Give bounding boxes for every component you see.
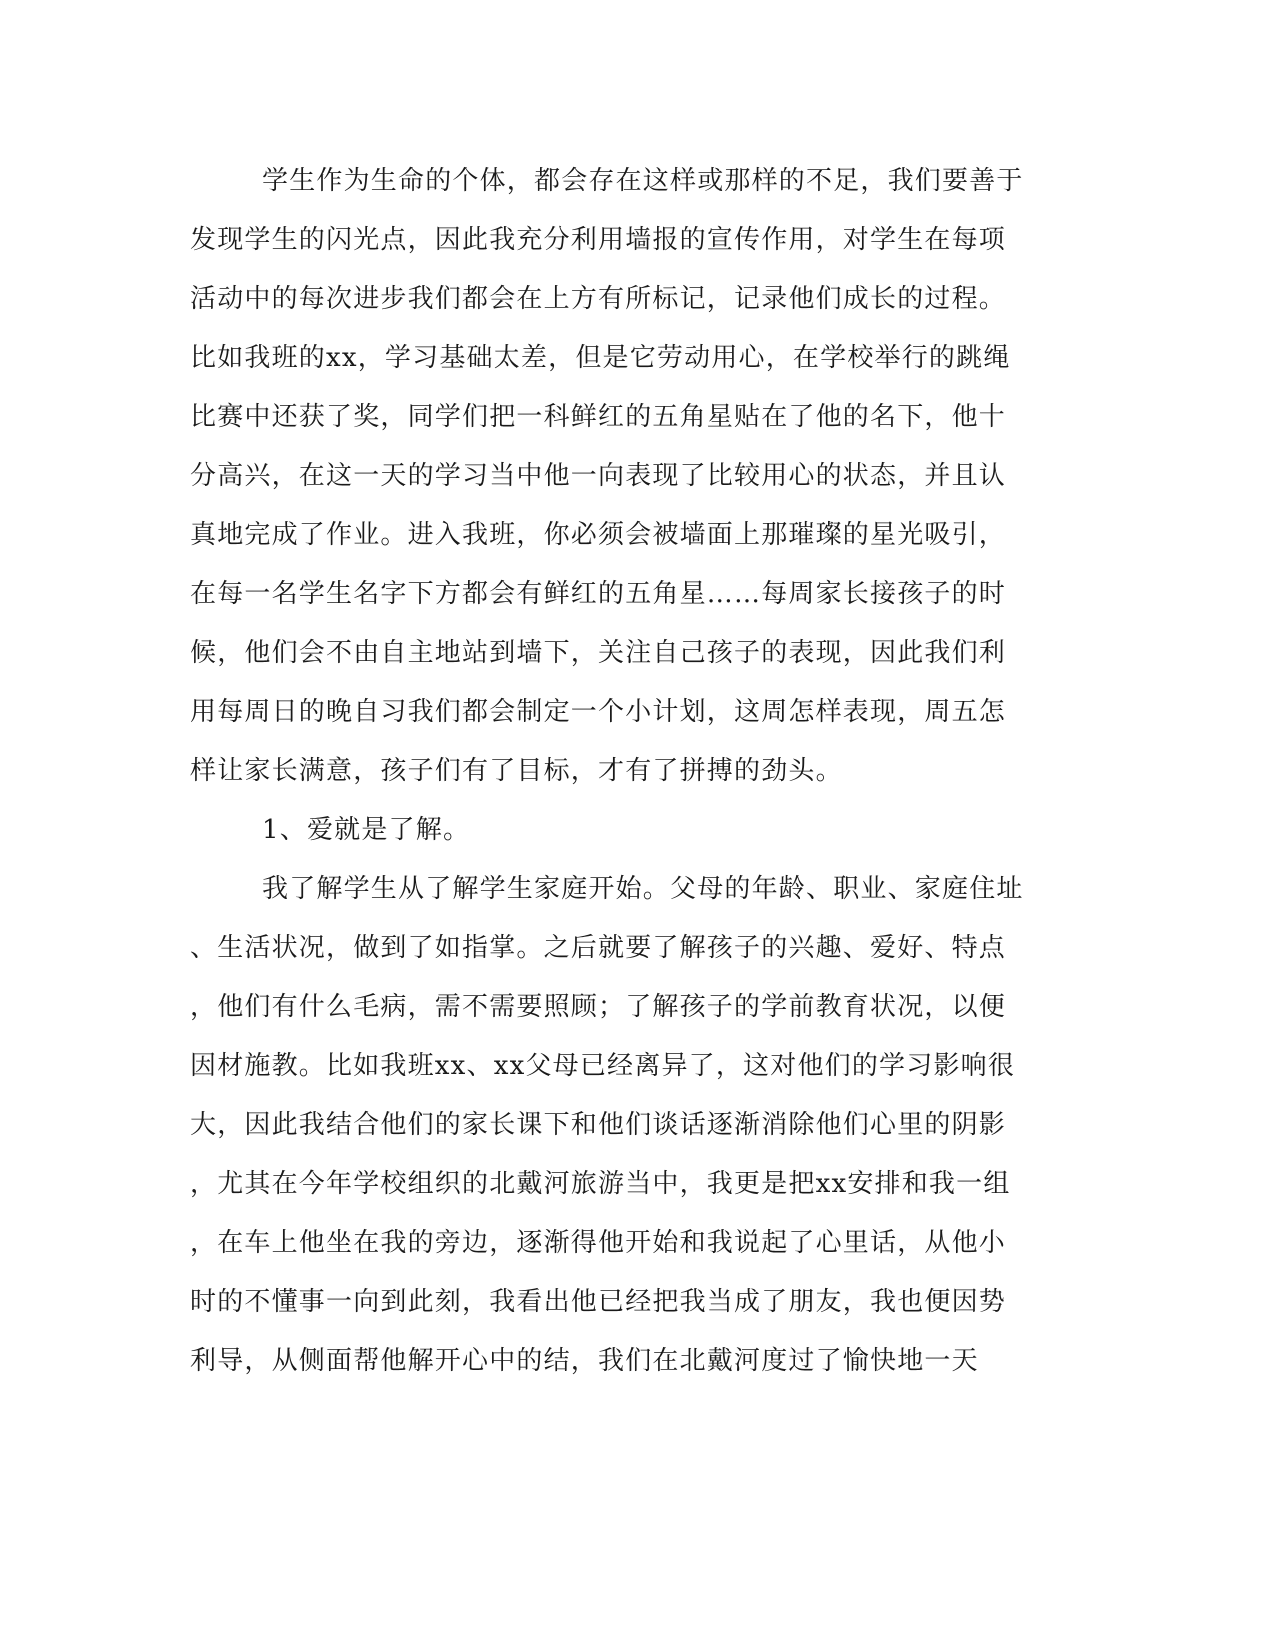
- paragraph-3-line-2: 、生活状况，做到了如指掌。之后就要了解孩子的兴趣、爱好、特点: [190, 933, 1007, 963]
- paragraph-1-line-3: 活动中的每次进步我们都会在上方有所标记，记录他们成长的过程。: [190, 284, 1007, 314]
- paragraph-3-line-3: ，他们有什么毛病，需不需要照顾；了解孩子的学前教育状况，以便: [190, 992, 1007, 1022]
- paragraph-1-line-5: 比赛中还获了奖，同学们把一科鲜红的五角星贴在了他的名下，他十: [190, 402, 1007, 432]
- paragraph-3-line-7: ，在车上他坐在我的旁边，逐渐得他开始和我说起了心里话，从他小: [190, 1228, 1007, 1258]
- paragraph-3-line-9: 利导，从侧面帮他解开心中的结，我们在北戴河度过了愉快地一天: [190, 1346, 979, 1376]
- paragraph-3-line-1: 我了解学生从了解学生家庭开始。父母的年龄、职业、家庭住址: [262, 874, 1024, 904]
- paragraph-1-line-1: 学生作为生命的个体，都会存在这样或那样的不足，我们要善于: [262, 166, 1024, 196]
- paragraph-3-line-5: 大，因此我结合他们的家长课下和他们谈话逐渐消除他们心里的阴影: [190, 1110, 1007, 1140]
- paragraph-3-line-4: 因材施教。比如我班xx、xx父母已经离异了，这对他们的学习影响很: [190, 1051, 1016, 1081]
- paragraph-1-line-9: 候，他们会不由自主地站到墙下，关注自己孩子的表现，因此我们利: [190, 638, 1007, 668]
- paragraph-1-line-6: 分高兴，在这一天的学习当中他一向表现了比较用心的状态，并且认: [190, 461, 1007, 491]
- section-heading: 1、爱就是了解。: [262, 815, 471, 845]
- paragraph-1-line-8: 在每一名学生名字下方都会有鲜红的五角星……每周家长接孩子的时: [190, 579, 1007, 609]
- paragraph-1-line-11: 样让家长满意，孩子们有了目标，才有了拼搏的劲头。: [190, 756, 843, 786]
- paragraph-1-line-4: 比如我班的xx，学习基础太差，但是它劳动用心，在学校举行的跳绳: [190, 343, 1011, 373]
- paragraph-1-line-10: 用每周日的晚自习我们都会制定一个小计划，这周怎样表现，周五怎: [190, 697, 1007, 727]
- paragraph-3-line-6: ，尤其在今年学校组织的北戴河旅游当中，我更是把xx安排和我一组: [190, 1169, 1011, 1199]
- paragraph-3-line-8: 时的不懂事一向到此刻，我看出他已经把我当成了朋友，我也便因势: [190, 1287, 1007, 1317]
- paragraph-1-line-7: 真地完成了作业。进入我班，你必须会被墙面上那璀璨的星光吸引，: [190, 520, 1007, 550]
- paragraph-1-line-2: 发现学生的闪光点，因此我充分利用墙报的宣传作用，对学生在每项: [190, 225, 1007, 255]
